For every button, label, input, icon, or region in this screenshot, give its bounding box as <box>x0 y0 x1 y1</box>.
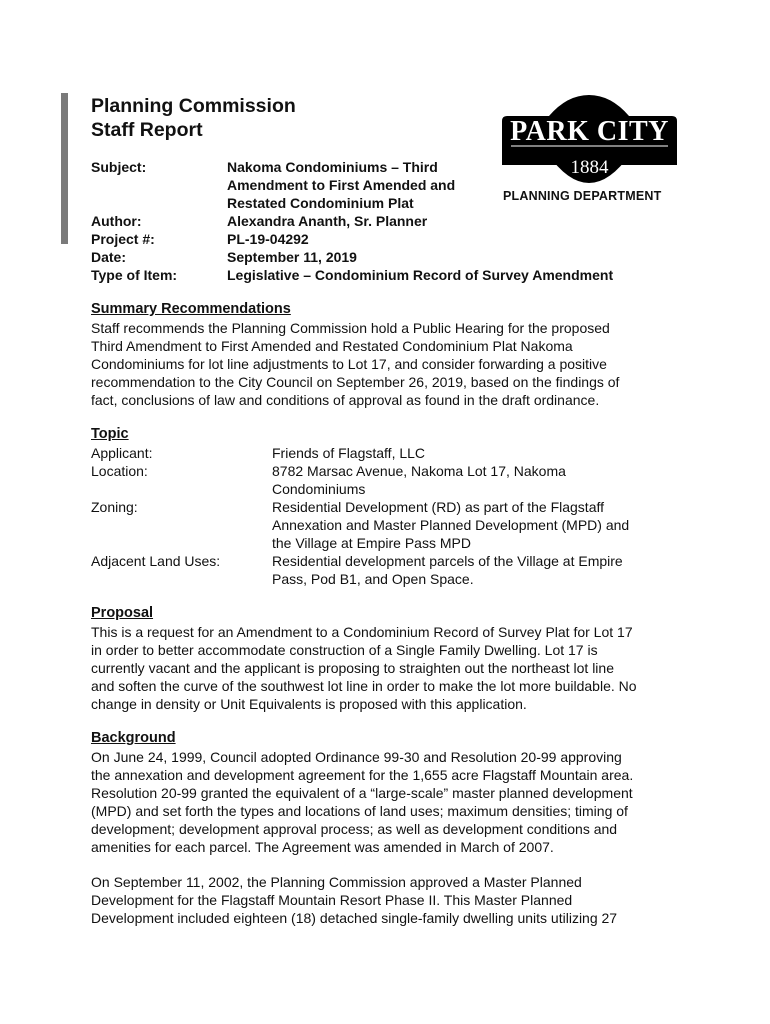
proposal-line: and soften the curve of the southwest lot line in order to make the lot more buildable. No <box>91 678 637 694</box>
summary-line: Condominiums for lot line adjustments to Lot 17, and consider forwarding a positive <box>91 356 607 372</box>
title-line-1: Planning Commission <box>91 95 296 117</box>
applicant-line: Friends of Flagstaff, LLC <box>272 445 426 461</box>
project-value: PL-19-04292 <box>227 231 309 247</box>
proposal-line: This is a request for an Amendment to a Condominium Record of Survey Plat for Lot 17 <box>91 624 633 640</box>
proposal-line: in order to better accommodate construction of a Single Family Dwelling. Lot 17 is <box>91 642 598 658</box>
location-label: Location: <box>91 463 148 479</box>
zoning-line: the Village at Empire Pass MPD <box>272 535 471 551</box>
summary-line: fact, conclusions of law and conditions of approval as found in the draft ordinance. <box>91 392 600 408</box>
proposal-line: currently vacant and the applicant is proposing to straighten out the northeast lot line <box>91 660 614 676</box>
left-margin-bar <box>61 93 68 244</box>
adjacent-line: Pass, Pod B1, and Open Space. <box>272 571 474 587</box>
proposal-line: change in density or Unit Equivalents is proposed with this application. <box>91 696 527 712</box>
summary-line: Third Amendment to First Amended and Restated Condominium Plat Nakoma <box>91 338 573 354</box>
applicant-value <box>272 444 425 462</box>
zoning-label: Zoning: <box>91 499 138 515</box>
proposal-heading: Proposal <box>91 605 154 621</box>
logo-department: PLANNING DEPARTMENT <box>503 189 662 203</box>
summary-line: Staff recommends the Planning Commission hold a Public Hearing for the proposed <box>91 320 610 336</box>
adjacent-value <box>272 552 623 588</box>
location-value <box>272 462 566 498</box>
type-label: Type of Item: <box>91 267 178 283</box>
zoning-line: Annexation and Master Planned Development (MPD) and <box>272 517 630 533</box>
subject-line-1: Nakoma Condominiums – Third <box>227 159 438 175</box>
zoning-line: Residential Development (RD) as part of the Flagstaff <box>272 499 605 515</box>
subject-line-2: Amendment to First Amended and <box>227 177 456 193</box>
background-line: On September 11, 2002, the Planning Commission approved a Master Planned <box>91 874 582 890</box>
background-line: Resolution 20-99 granted the equivalent of a “large-scale” master planned development <box>91 785 633 801</box>
summary-paragraph <box>91 319 711 409</box>
background-line: On June 24, 1999, Council adopted Ordinance 99-30 and Resolution 20-99 approving <box>91 749 622 765</box>
background-line: the annexation and development agreement for the 1,655 acre Flagstaff Mountain area. <box>91 767 634 783</box>
zoning-value <box>272 498 629 552</box>
logo-year: 1884 <box>570 157 609 178</box>
background-line: (MPD) and set forth the types and locations of land uses; maximum densities; timing of <box>91 803 628 819</box>
summary-heading: Summary Recommendations <box>91 301 291 317</box>
background-heading: Background <box>91 730 176 746</box>
page-title <box>91 94 296 142</box>
title-line-2: Staff Report <box>91 119 203 141</box>
date-value: September 11, 2019 <box>227 249 357 265</box>
background-line: Development included eighteen (18) detached single-family dwelling units utilizing 27 <box>91 910 618 926</box>
subject-label: Subject: <box>91 159 147 175</box>
author-label: Author: <box>91 213 142 229</box>
date-label: Date: <box>91 249 127 265</box>
subject-line-3: Restated Condominium Plat <box>227 195 414 211</box>
location-line: 8782 Marsac Avenue, Nakoma Lot 17, Nakoma <box>272 463 566 479</box>
background-line: amenities for each parcel. The Agreement was amended in March of 2007. <box>91 839 554 855</box>
background-line: Development for the Flagstaff Mountain Resort Phase II. This Master Planned <box>91 892 573 908</box>
adjacent-line: Residential development parcels of the Village at Empire <box>272 553 623 569</box>
topic-heading: Topic <box>91 426 129 442</box>
summary-line: recommendation to the City Council on September 26, 2019, based on the findings of <box>91 374 620 390</box>
adjacent-label: Adjacent Land Uses: <box>91 553 221 569</box>
background-line: development; development approval process; as well as development conditions and <box>91 821 618 837</box>
location-line: Condominiums <box>272 481 366 497</box>
logo-name: PARK CITY <box>510 116 669 147</box>
type-value: Legislative – Condominium Record of Survey Amendment <box>227 267 614 283</box>
background-paragraph-2 <box>91 873 711 927</box>
background-paragraph-1 <box>91 748 711 856</box>
project-label: Project #: <box>91 231 155 247</box>
proposal-paragraph <box>91 623 711 713</box>
applicant-label: Applicant: <box>91 445 153 461</box>
author-value: Alexandra Ananth, Sr. Planner <box>227 213 428 229</box>
